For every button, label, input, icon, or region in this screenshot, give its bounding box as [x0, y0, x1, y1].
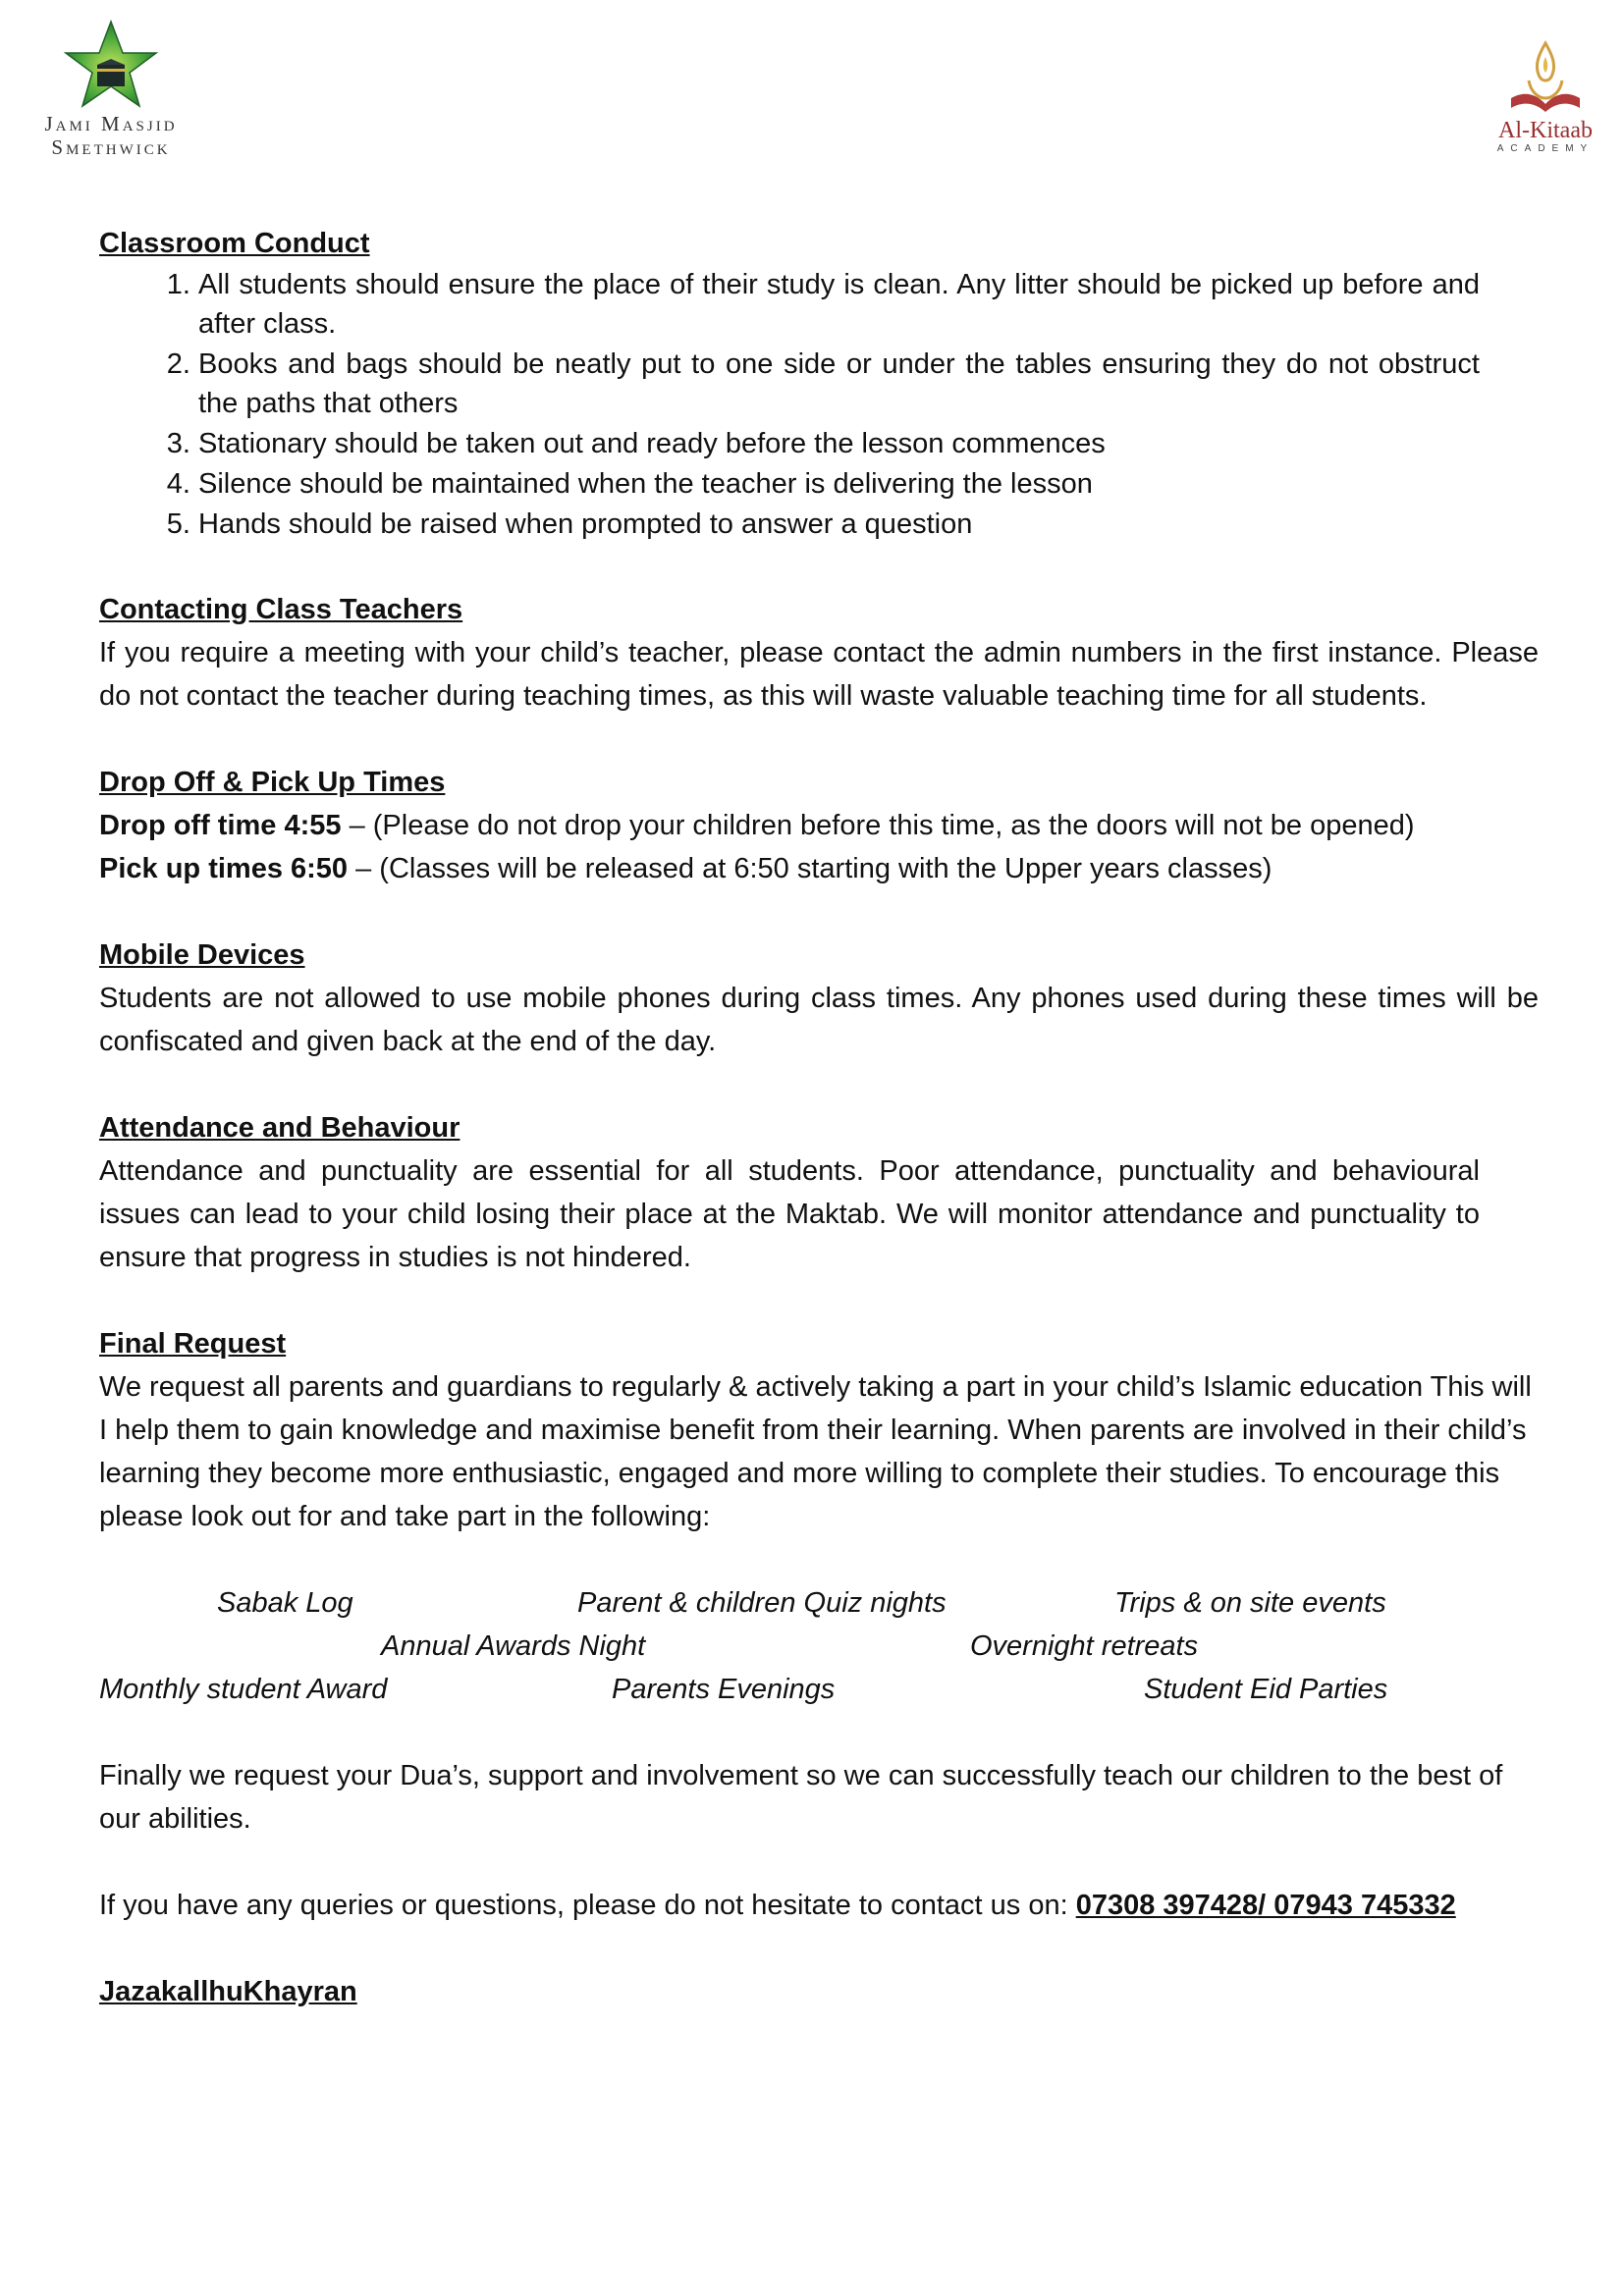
mobile-devices-text: Students are not allowed to use mobile phones during class times. Any phones used during these times will be confiscated and given back at the end of the day.: [99, 983, 1539, 1057]
event-monthly-award: Monthly student Award: [99, 1674, 388, 1705]
drop-off-label: Drop off time 4:55: [99, 810, 342, 841]
pick-up-label: Pick up times 6:50: [99, 853, 349, 884]
al-kitaab-logo: [1487, 37, 1604, 155]
events-list: [99, 1581, 1539, 1711]
dua-request-text: Finally we request your Dua’s, support and involvement so we can successfully teach our children to the best of our abilities.: [99, 1760, 1503, 1835]
list-item: 2. Books and bags should be neatly put to one side or under the tables ensuring they do not obstruct the paths that others: [198, 345, 1480, 423]
queries-text: If you have any queries or questions, please do not hesitate to contact us on:: [99, 1890, 1076, 1921]
contact-phone-numbers[interactable]: 07308 397428/ 07943 745332: [1075, 1890, 1456, 1921]
attendance-heading: Attendance and Behaviour: [99, 1112, 460, 1144]
al-kitaab-name: Al-Kitaab: [1498, 118, 1593, 143]
sign-off: JazakallhuKhayran: [99, 1976, 357, 2007]
book-lamp-logo-icon: [1501, 37, 1590, 118]
event-overnight-retreats: Overnight retreats: [970, 1630, 1199, 1662]
final-request-heading: Final Request: [99, 1328, 287, 1360]
jami-masjid-name-line1: Jami Masjid: [44, 112, 178, 135]
jami-masjid-logo: [27, 18, 194, 159]
event-trips: Trips & on site events: [1114, 1587, 1386, 1619]
pick-up-text: – (Classes will be released at 6:50 starting with the Upper years classes): [348, 853, 1272, 884]
mobile-devices-heading: Mobile Devices: [99, 939, 305, 971]
event-quiz-nights: Parent & children Quiz nights: [577, 1587, 947, 1619]
drop-off-line: [99, 804, 1539, 847]
letter-body: [99, 222, 1539, 2013]
al-kitaab-subtitle: ACADEMY: [1496, 143, 1595, 154]
contacting-teachers-heading: Contacting Class Teachers: [99, 594, 463, 625]
list-item: 4. Silence should be maintained when the teacher is delivering the lesson: [198, 464, 1480, 504]
list-item: 5. Hands should be raised when prompted to answer a question: [198, 505, 1480, 544]
attendance-text: Attendance and punctuality are essential for all students. Poor attendance, punctuality and behavioural issues can lead to your child losing their place at the Maktab. We will monitor attendance and punctuality to ensure that progress in studies is not hindered.: [99, 1155, 1480, 1273]
classroom-conduct-heading: Classroom Conduct: [99, 228, 370, 259]
list-item: 3. Stationary should be taken out and ready before the lesson commences: [198, 424, 1480, 463]
drop-off-text: – (Please do not drop your children before this time, as the doors will not be opened): [341, 810, 1415, 841]
drop-pick-heading: Drop Off & Pick Up Times: [99, 767, 446, 798]
event-awards-night: Annual Awards Night: [381, 1630, 646, 1662]
event-eid-parties: Student Eid Parties: [1144, 1674, 1388, 1705]
queries-line: [99, 1884, 1539, 1927]
classroom-conduct-list: [99, 265, 1539, 544]
list-item: 1. All students should ensure the place of their study is clean. Any litter should be picked up before and after class.: [198, 265, 1480, 344]
star-kaaba-logo-icon: [60, 18, 162, 112]
final-request-text: We request all parents and guardians to regularly & actively taking a part in your child’s Islamic education This will I help them to gain knowledge and maximise benefit from their learning. When parents are involved in their child’s learning they become more enthusiastic, engaged and more willing to complete their studies. To encourage this please look out for and take part in the following:: [99, 1371, 1532, 1532]
event-sabak-log: Sabak Log: [217, 1587, 353, 1619]
pick-up-line: [99, 847, 1539, 890]
contacting-teachers-text: If you require a meeting with your child’s teacher, please contact the admin numbers in the first instance. Please do not contact the teacher during teaching times, as this will waste valuable teaching time for all students.: [99, 637, 1539, 712]
event-parents-evenings: Parents Evenings: [612, 1674, 836, 1705]
jami-masjid-name-line2: Smethwick: [51, 135, 171, 159]
